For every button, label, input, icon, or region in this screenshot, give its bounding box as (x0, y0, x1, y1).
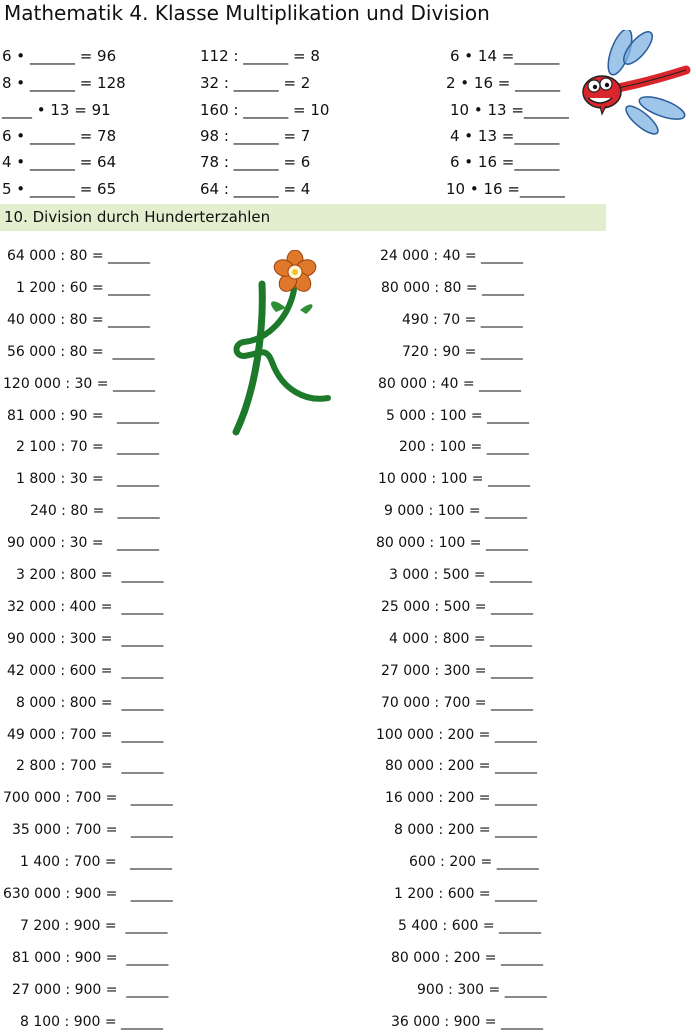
division-task: 1 200 : 60 = ______ (16, 279, 151, 296)
warmup-task: 10 • 13 =______ (450, 101, 569, 119)
warmup-task: 32 : ______ = 2 (200, 74, 311, 92)
division-task: 42 000 : 600 = ______ (7, 662, 164, 679)
division-task: 90 000 : 30 = ______ (7, 535, 159, 552)
warmup-task: 5 • ______ = 65 (2, 180, 117, 198)
division-task: 9 000 : 100 = ______ (384, 503, 528, 520)
division-task: 2 800 : 700 = ______ (16, 758, 164, 775)
division-task: 7 200 : 900 = ______ (20, 917, 168, 934)
division-task: 120 000 : 30 = ______ (3, 375, 155, 392)
division-task: 49 000 : 700 = ______ (7, 726, 164, 743)
warmup-task: ____ • 13 = 91 (2, 101, 111, 119)
division-task: 8 000 : 800 = ______ (16, 694, 164, 711)
warmup-task: 6 • ______ = 96 (2, 47, 117, 65)
division-task: 200 : 100 = ______ (399, 439, 529, 456)
division-task: 5 000 : 100 = ______ (386, 407, 530, 424)
division-task: 24 000 : 40 = ______ (380, 248, 524, 264)
division-task: 490 : 70 = ______ (402, 311, 523, 328)
warmup-task: 10 • 16 =______ (446, 180, 565, 198)
division-task: 100 000 : 200 = ______ (376, 726, 537, 743)
division-task: 80 000 : 40 = ______ (378, 375, 522, 392)
division-task: 630 000 : 900 = ______ (3, 886, 173, 902)
flower-letter-k-image (226, 250, 338, 440)
page-title: Mathematik 4. Klasse Multiplikation und Division (4, 1, 490, 25)
warmup-task: 6 • 14 =______ (450, 47, 560, 65)
division-task: 70 000 : 700 = ______ (381, 694, 533, 711)
division-task: 90 000 : 300 = ______ (7, 630, 164, 647)
division-task: 3 000 : 500 = ______ (389, 567, 533, 583)
division-task: 8 000 : 200 = ______ (394, 822, 538, 839)
division-task: 1 400 : 700 = ______ (20, 854, 172, 871)
warmup-task: 4 • ______ = 64 (2, 153, 117, 171)
dragonfly-image (578, 30, 692, 138)
warmup-task: 112 : ______ = 8 (200, 47, 320, 65)
division-task: 1 800 : 30 = ______ (16, 471, 160, 488)
division-task: 600 : 200 = ______ (409, 854, 539, 871)
division-task: 16 000 : 200 = ______ (385, 790, 537, 807)
warmup-task: 6 • ______ = 78 (2, 127, 117, 145)
division-task: 81 000 : 90 = ______ (7, 407, 159, 424)
warmup-task: 160 : ______ = 10 (200, 101, 330, 119)
warmup-task: 64 : ______ = 4 (200, 180, 311, 198)
warmup-task: 78 : ______ = 6 (200, 153, 311, 171)
division-task: 80 000 : 200 = ______ (391, 949, 543, 966)
division-task: 720 : 90 = ______ (402, 343, 523, 360)
division-task: 80 000 : 200 = ______ (385, 758, 537, 775)
division-task: 5 400 : 600 = ______ (398, 917, 542, 934)
warmup-task: 98 : ______ = 7 (200, 127, 311, 145)
division-task: 8 100 : 900 = ______ (20, 1013, 164, 1030)
division-task: 25 000 : 500 = ______ (381, 598, 533, 615)
division-task: 900 : 300 = ______ (417, 981, 547, 998)
section-title: 10. Division durch Hunderterzahlen (4, 208, 271, 226)
division-task: 56 000 : 80 = ______ (7, 343, 155, 360)
division-task: 2 100 : 70 = ______ (16, 439, 160, 456)
warmup-task: 8 • ______ = 128 (2, 74, 126, 92)
division-task: 1 200 : 600 = ______ (394, 886, 538, 902)
division-task: 40 000 : 80 = ______ (7, 311, 151, 328)
division-task: 27 000 : 300 = ______ (381, 662, 533, 679)
warmup-task: 6 • 16 =______ (450, 153, 560, 171)
division-task: 4 000 : 800 = ______ (389, 630, 533, 647)
section-header (0, 204, 606, 231)
division-task: 81 000 : 900 = ______ (12, 949, 169, 966)
division-task: 36 000 : 900 = ______ (391, 1013, 543, 1030)
division-task: 3 200 : 800 = ______ (16, 567, 164, 583)
division-task: 80 000 : 80 = ______ (381, 279, 525, 296)
division-task: 35 000 : 700 = ______ (12, 822, 173, 839)
warmup-task: 2 • 16 = ______ (446, 74, 561, 92)
division-task: 10 000 : 100 = ______ (378, 471, 530, 488)
division-task: 700 000 : 700 = ______ (3, 790, 173, 807)
warmup-task: 4 • 13 =______ (450, 127, 560, 145)
division-task: 80 000 : 100 = ______ (376, 535, 528, 552)
division-task: 64 000 : 80 = ______ (7, 248, 151, 264)
division-task: 240 : 80 = ______ (30, 503, 160, 520)
division-task: 32 000 : 400 = ______ (7, 598, 164, 615)
division-task: 27 000 : 900 = ______ (12, 981, 169, 998)
